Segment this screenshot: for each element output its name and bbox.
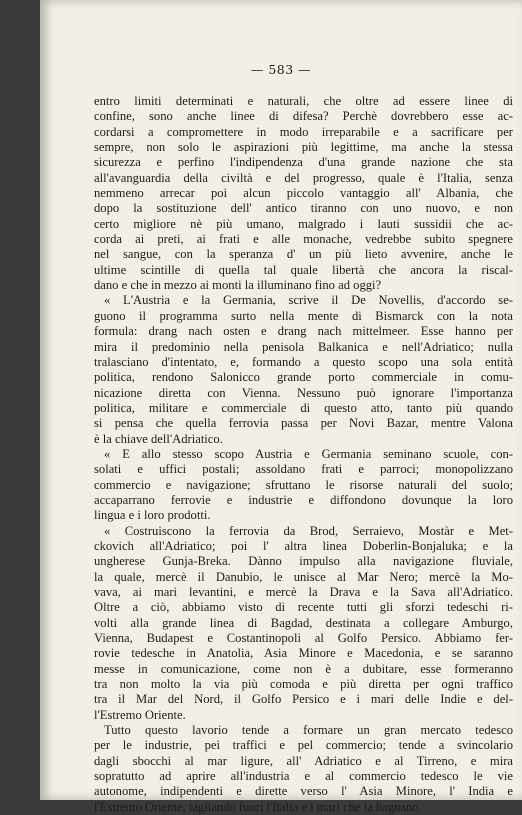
text-line: volti alla grande linea di Bagdad, destinata a collegare Amburgo, xyxy=(94,615,513,630)
text-line: ultime scintille di quella tal quale libertà che ancora la riscal- xyxy=(94,262,513,277)
text-line: formula: drang nach osten e drang nach mittelmeer. Esse hanno per xyxy=(94,324,513,339)
text-line: per le industrie, pei traffici e pel commercio; tende a svincolario xyxy=(94,738,513,753)
text-line: sicurezza e perfino l'indipendenza d'una grande nazione che sta xyxy=(94,155,513,170)
text-line: commercio e navigazione; sfruttano le risorse naturali del suolo; xyxy=(94,477,513,492)
text-line: « Costruiscono la ferrovia da Brod, Serraievo, Mostàr e Met- xyxy=(104,523,513,538)
text-line: all'avanguardia della civiltà e del progresso, quale è l'Italia, senza xyxy=(94,170,513,185)
text-line: rovie tedesche in Anatolia, Asia Minore e Macedonia, e se saranno xyxy=(94,646,513,661)
text-line: guono il programma surto nella mente di Bismarck con la nota xyxy=(94,308,513,323)
text-line: Vienna, Budapest e Costantinopoli al Golfo Persico. Abbiamo fer- xyxy=(94,631,513,646)
paragraph xyxy=(94,94,513,293)
text-line: certo migliore nè più umano, malgrado i lauti sussidii che ac- xyxy=(94,216,513,231)
text-line: ckovich all'Adriatico; poi l' altra linea Doberlin-Bonjaluka; e la xyxy=(94,538,513,553)
paragraph xyxy=(94,524,513,723)
text-line: l'Estremo Oriente. xyxy=(94,707,186,722)
paragraph xyxy=(94,293,513,446)
text-line: entro limiti determinati e naturali, che oltre ad essere linee di xyxy=(94,94,513,108)
text-line: vava, ai mari levantini, e mercè la Drava e la Sava all'Adriatico. xyxy=(94,585,513,599)
page-number: — 583 — xyxy=(250,62,312,77)
text-line: confine, sono anche linee di difesa? Perchè dovrebbero esse ac- xyxy=(94,109,513,124)
text-line: tra il Mar del Nord, il Golfo Persico e i mari delle Indie e del- xyxy=(94,692,513,707)
text-line: mira il predominio nella penisola Balkanica e nell'Adriatico; nulla xyxy=(94,339,513,354)
text-line: è la chiave dell'Adriatico. xyxy=(94,431,223,446)
text-line: dano e che in mezzo ai monti la illuminano fino ad oggi? xyxy=(94,278,382,293)
text-line: sempre, non solo le aspirazioni più legittime, ma anche la stessa xyxy=(94,140,513,155)
text-line: cordarsi a compromettere in modo irreparabile e a sacrificare per xyxy=(94,124,513,139)
paragraph xyxy=(94,447,513,524)
text-line: la quale, mercè il Danubio, le unisce al Mar Nero; mercè la Mo- xyxy=(94,569,513,584)
text-line: accaparrano ferrovie e industrie e diffondono dovunque la loro xyxy=(94,492,513,507)
text-line: solati e uffici postali; assoldano frati e parroci; monopolizzano xyxy=(94,462,513,477)
text-line: messe in comunicazione, come non è a dubitare, esse formeranno xyxy=(94,661,513,676)
text-line: Tutto questo lavorio tende a formare un gran mercato tedesco xyxy=(104,723,513,738)
body-text xyxy=(94,94,513,815)
text-line: corda ai preti, ai frati e alle monache, vedrebbe subito spegnere xyxy=(94,232,513,247)
text-line: politica, rendono Salonicco grande porto commerciale in comu- xyxy=(94,370,513,385)
text-line: l'Estremo Oriente, tagliando fuori l'Italia e i mari che la bagnano. xyxy=(94,799,422,814)
text-line: tra non molto la via più comoda e più diretta per ogni traffico xyxy=(94,677,513,692)
text-line: « L'Austria e la Germania, scrive il De Novellis, d'accordo se- xyxy=(104,293,513,308)
text-line: sopratutto ad aprire all'industria e al commercio tedesco le vie xyxy=(94,769,513,784)
text-line: autonome, indipendenti e dirette verso l' Asia Minore, l' India e xyxy=(94,784,513,799)
text-line: lingua e i loro prodotti. xyxy=(94,508,211,523)
text-line: Oltre a ciò, abbiamo visto di recente tutti gli sforzi tedeschi ri- xyxy=(94,600,513,615)
text-line: nel sangue, con la speranza d' un più lieto avvenire, anche le xyxy=(94,247,513,262)
text-line: ungherese Gunja-Breka. Dànno impulso alla navigazione fluviale, xyxy=(94,554,513,569)
text-line: « E allo stesso scopo Austria e Germania seminano scuole, con- xyxy=(104,446,513,461)
paragraph xyxy=(94,723,513,815)
text-line: tralasciano d'intentato, e, formando a questo scopo una sola entità xyxy=(94,354,513,369)
text-line: dopo la sostituzione dell' antico tiranno con uno nuovo, e non xyxy=(94,201,513,216)
text-line: politica, militare e commerciale di questo atto, tanto più quando xyxy=(94,400,513,415)
text-line: dagli sbocchi al mar ligure, all' Adriatico e al Tirreno, e mira xyxy=(94,753,513,768)
text-line: nemmeno arrecar poi alcun piccolo vantaggio all' Albania, che xyxy=(94,186,513,201)
text-line: si pensa che quella ferrovia passa per Novi Bazar, mentre Valona xyxy=(94,416,513,431)
text-line: nicazione diretta con Vienna. Nessuno può ignorare l'importanza xyxy=(94,385,513,400)
book-page xyxy=(40,0,522,814)
